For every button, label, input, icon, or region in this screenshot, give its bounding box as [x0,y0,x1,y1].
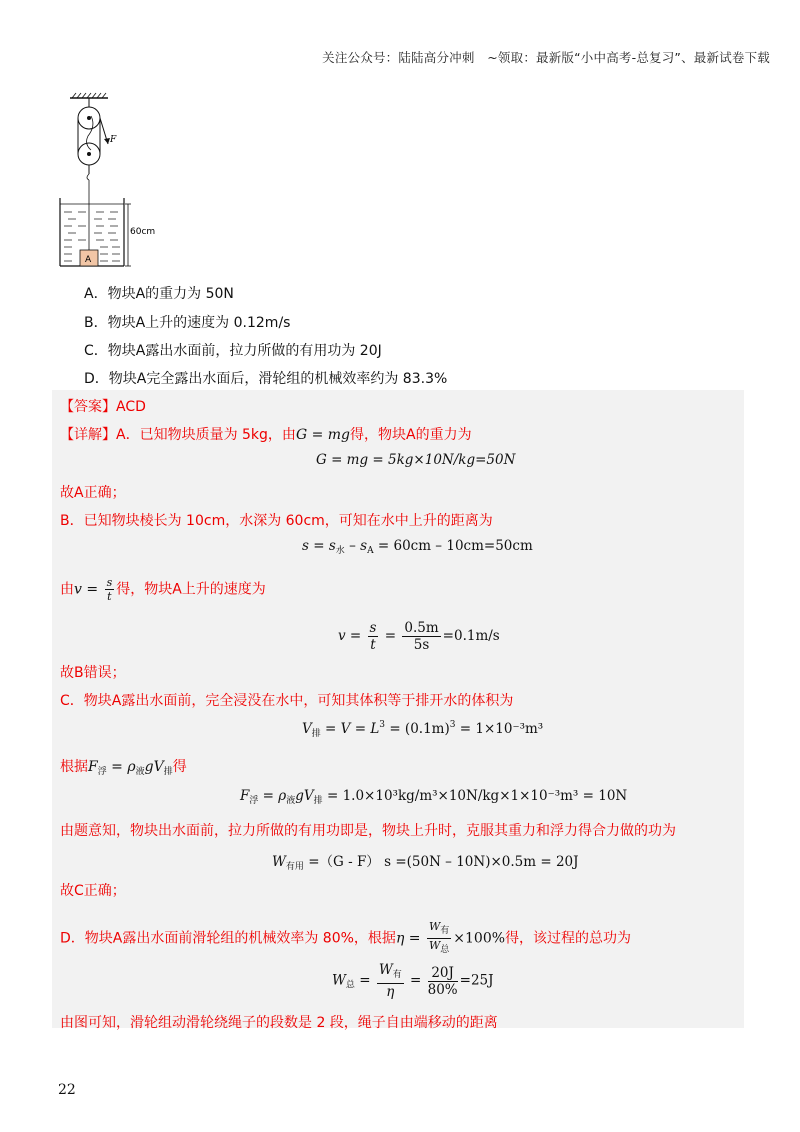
page-number: 22 [58,1082,76,1098]
c-correct: 故C正确； [60,883,126,899]
equation-2: $s = s_水 - s_A = 60cm - 10cm=50cm$ [302,538,533,556]
pulley-tank-figure [52,92,162,272]
detail-d-line: D．物块A露出水面前滑轮组的机械效率为 80%，根据η = $\frac{W_有}{W_总}$ ×100%得，该过程的总功为 [60,920,632,955]
block-label: A [85,255,92,265]
option-d: D．物块A完全露出水面后，滑轮组的机械效率约为 83.3% [84,371,448,387]
detail-c-line: C．物块A露出水面前，完全浸没在水中，可知其体积等于排开水的体积为 [60,693,514,709]
force-label: F [110,135,117,145]
equation-5: $F_浮 = \rho_液gV_排 = 1.0\times 10^3kg/m^3\times 10N/kg\times 1\times 10^{-3}m^3 = 10N$ [240,788,628,806]
detail-b-velocity-line: 由v = $\frac{s}{t}$ 得，物块A上升的速度为 [60,576,266,603]
depth-label: 60cm [130,227,156,237]
equation-1: G = mg = 5kg×10N/kg=50N [316,452,516,468]
detail-c-formula-line: 根据$F_浮 = \rho_液gV_排$得 [60,759,187,777]
equation-4: $V_排 = V = L^3 = (0.1m)^3 = 1\times 10^{-3}m^3$ [302,720,544,739]
option-a: A．物块A的重力为 50N [84,286,234,302]
detail-d-rope-line: 由图可知，滑轮组动滑轮绕绳子的段数是 2 段，绳子自由端移动的距离 [60,1015,498,1031]
b-wrong: 故B错误； [60,665,126,681]
a-correct: 故A正确； [60,485,126,501]
detail-c-work-line: 由题意知，物块出水面前，拉力所做的有用功即是，物块上升时，克服其重力和浮力得合力做的功为 [60,823,676,839]
page-header: 关注公众号：陆陆高分冲刺 ~领取：最新版“小中高考-总复习”、最新试卷下载 [322,50,770,65]
answer: 【答案】ACD [60,399,146,415]
option-b: B．物块A上升的速度为 0.12m/s [84,315,291,331]
equation-3: v = $\frac{s}{t}$ = $\frac{0.5m}{5s}$ =0.1m/s [338,620,500,653]
equation-6: $W_{有用} =(G - F)$ s =(50N – 10N)×0.5m = 20J [272,854,579,872]
equation-7: $W_总$ = $\frac{W_有}{\eta}$ = $\frac{20J}{80\%}$ =25J [332,962,494,1000]
detail-a-line: 【详解】A．已知物块质量为 5kg，由G = mg得，物块A的重力为 [60,427,472,443]
detail-b-line: B．已知物块棱长为 10cm，水深为 60cm，可知在水中上升的距离为 [60,513,493,529]
option-c: C．物块A露出水面前，拉力所做的有用功为 20J [84,343,382,359]
